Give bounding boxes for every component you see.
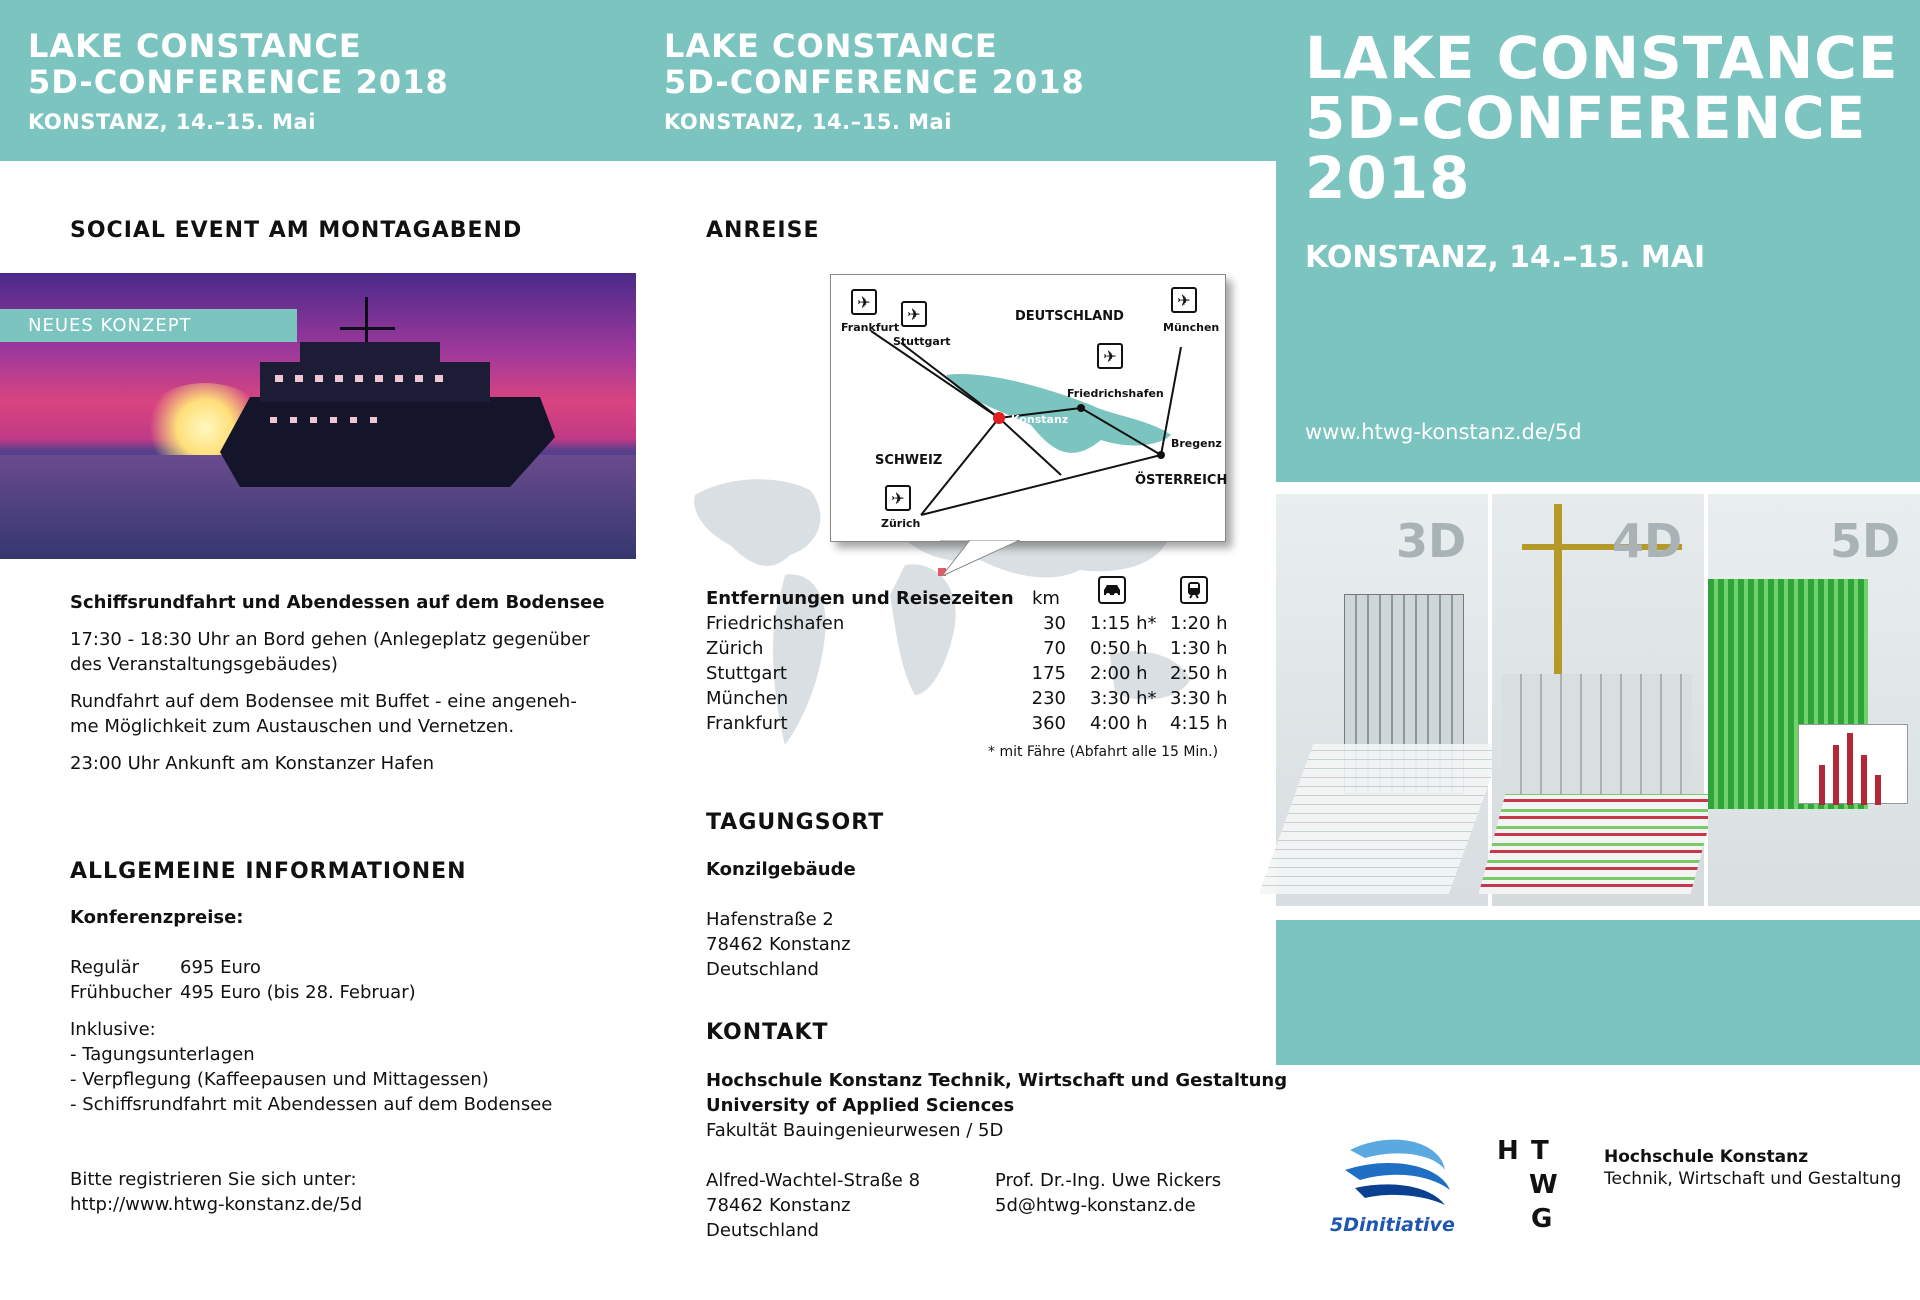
km-header: km bbox=[1032, 588, 1060, 609]
cover-bottom-band bbox=[1276, 920, 1920, 1065]
distance-table bbox=[706, 586, 1226, 766]
row-train: 3:30 h bbox=[1170, 688, 1228, 709]
row-car: 1:15 h* bbox=[1090, 613, 1157, 634]
callout-pointer-icon bbox=[940, 540, 1020, 580]
contact-email[interactable]: 5d@htwg-konstanz.de bbox=[995, 1195, 1196, 1216]
row-train: 1:20 h bbox=[1170, 613, 1228, 634]
row-city: Zürich bbox=[706, 638, 764, 659]
plan-sheet bbox=[1259, 744, 1504, 894]
map-label-konstanz: Konstanz bbox=[1011, 413, 1069, 426]
panel-label-4d: 4D bbox=[1612, 514, 1683, 568]
info-text bbox=[70, 905, 630, 1217]
row-train: 2:50 h bbox=[1170, 663, 1228, 684]
contact-street: Alfred-Wachtel-Straße 8 bbox=[706, 1170, 921, 1191]
social-p1-line2: des Veranstaltungsgebäudes) bbox=[70, 654, 338, 675]
social-p3: 23:00 Uhr Ankunft am Konstanzer Hafen bbox=[70, 753, 435, 774]
contact-faculty: Fakultät Bauingenieurwesen / 5D bbox=[706, 1120, 1004, 1141]
airplane-icon: ✈ bbox=[1171, 287, 1197, 313]
school-name-line2: Technik, Wirtschaft und Gestaltung bbox=[1604, 1169, 1902, 1189]
register-link[interactable]: http://www.htwg-konstanz.de/5d bbox=[70, 1194, 363, 1215]
chart-5d bbox=[1798, 724, 1908, 804]
venue-name: Konzilgebäude bbox=[706, 859, 856, 880]
htwg-logo bbox=[1495, 1136, 1585, 1236]
regular-price: 695 Euro bbox=[180, 957, 261, 978]
social-heading: SOCIAL EVENT AM MONTAGABEND bbox=[70, 218, 523, 243]
bar bbox=[1833, 745, 1839, 805]
anreise-heading: ANREISE bbox=[706, 218, 820, 243]
contact-country: Deutschland bbox=[706, 1220, 819, 1241]
train-glyph-icon bbox=[1187, 581, 1201, 599]
contact-person-block bbox=[995, 1168, 1221, 1218]
row-city: Frankfurt bbox=[706, 713, 788, 734]
table-row bbox=[706, 663, 1226, 688]
venue-country: Deutschland bbox=[706, 959, 819, 980]
school-name bbox=[1604, 1146, 1901, 1190]
neues-konzept-label: NEUES KONZEPT bbox=[28, 315, 192, 336]
car-icon bbox=[1098, 576, 1126, 604]
map-label-frankfurt: Frankfurt bbox=[841, 321, 900, 334]
register-line1: Bitte registrieren Sie sich unter: bbox=[70, 1169, 357, 1190]
row-city: Friedrichshafen bbox=[706, 613, 845, 634]
map-label-deutschland: DEUTSCHLAND bbox=[1015, 309, 1124, 324]
contact-city: 78462 Konstanz bbox=[706, 1195, 851, 1216]
early-price: 495 Euro (bis 28. Februar) bbox=[180, 982, 416, 1003]
incl-item: - Verpflegung (Kaffeepausen und Mittagessen) bbox=[70, 1069, 489, 1090]
contact-org-line2: University of Applied Sciences bbox=[706, 1095, 1015, 1116]
cover-title-line2: 5D-CONFERENCE bbox=[1305, 84, 1867, 152]
contact-address bbox=[706, 1168, 920, 1243]
airplane-icon: ✈ bbox=[851, 289, 877, 315]
header-title-line2: 5D-CONFERENCE 2018 bbox=[28, 63, 449, 101]
cover-title-line3: 2018 bbox=[1305, 144, 1471, 212]
incl-heading: Inklusive: bbox=[70, 1019, 156, 1040]
row-km: 175 bbox=[1031, 663, 1066, 684]
distance-heading: Entfernungen und Reisezeiten bbox=[706, 588, 1014, 609]
htwg-letter-t: T bbox=[1531, 1136, 1549, 1166]
row-car: 3:30 h* bbox=[1090, 688, 1157, 709]
bar bbox=[1861, 755, 1867, 805]
cover-title-line1: LAKE CONSTANCE bbox=[1305, 24, 1899, 92]
cover-image-panels bbox=[1276, 494, 1920, 906]
cover-title bbox=[1305, 24, 1899, 212]
map-label-zuerich: Zürich bbox=[881, 517, 921, 530]
social-p1-line1: 17:30 - 18:30 Uhr an Bord gehen (Anlegeplatz gegenüber bbox=[70, 629, 590, 650]
contact-text bbox=[706, 1068, 1288, 1143]
contact-org-line1: Hochschule Konstanz Technik, Wirtschaft und Gestaltung bbox=[706, 1070, 1288, 1091]
htwg-letter-g: G bbox=[1531, 1204, 1553, 1234]
row-km: 30 bbox=[1043, 613, 1066, 634]
table-footnote: * mit Fähre (Abfahrt alle 15 Min.) bbox=[988, 744, 1219, 760]
map-label-schweiz: SCHWEIZ bbox=[875, 453, 943, 468]
header-title-line1: LAKE CONSTANCE bbox=[28, 27, 362, 65]
map-label-oesterreich: ÖSTERREICH bbox=[1135, 473, 1228, 488]
airplane-icon: ✈ bbox=[885, 485, 911, 511]
header-title-line1: LAKE CONSTANCE bbox=[664, 27, 998, 65]
boat-photo bbox=[0, 273, 636, 559]
panel-label-3d: 3D bbox=[1396, 514, 1467, 568]
social-p2-line1: Rundfahrt auf dem Bodensee mit Buffet - eine angeneh- bbox=[70, 691, 577, 712]
row-train: 4:15 h bbox=[1170, 713, 1228, 734]
airplane-icon: ✈ bbox=[901, 301, 927, 327]
map-label-bregenz: Bregenz bbox=[1171, 437, 1222, 450]
distance-table-header bbox=[706, 588, 1226, 613]
panel-label-5d: 5D bbox=[1830, 514, 1901, 568]
train-icon bbox=[1180, 576, 1208, 604]
header-middle bbox=[664, 28, 1085, 134]
row-car: 2:00 h bbox=[1090, 663, 1148, 684]
school-name-line1: Hochschule Konstanz bbox=[1604, 1147, 1809, 1167]
car-glyph-icon bbox=[1102, 583, 1122, 597]
neues-konzept-badge bbox=[0, 309, 297, 342]
social-subheading: Schiffsrundfahrt und Abendessen auf dem Bodensee bbox=[70, 592, 605, 613]
contact-person: Prof. Dr.-Ing. Uwe Rickers bbox=[995, 1170, 1222, 1191]
header-subtitle: KONSTANZ, 14.–15. Mai bbox=[28, 110, 316, 134]
venue-city: 78462 Konstanz bbox=[706, 934, 851, 955]
structure-4d bbox=[1502, 674, 1692, 804]
social-text bbox=[70, 590, 630, 776]
price-early bbox=[70, 980, 630, 1005]
initiative-swoosh-icon bbox=[1330, 1130, 1480, 1210]
contact-heading: KONTAKT bbox=[706, 1020, 829, 1045]
header-subtitle: KONSTANZ, 14.–15. Mai bbox=[664, 110, 952, 134]
map-label-muenchen: München bbox=[1163, 321, 1220, 334]
prices-heading: Konferenzpreise: bbox=[70, 907, 244, 928]
htwg-letter-h: H bbox=[1497, 1136, 1519, 1166]
row-km: 230 bbox=[1031, 688, 1066, 709]
map-label-stuttgart: Stuttgart bbox=[893, 335, 951, 348]
header-title-line2: 5D-CONFERENCE 2018 bbox=[664, 63, 1085, 101]
row-train: 1:30 h bbox=[1170, 638, 1228, 659]
row-km: 360 bbox=[1031, 713, 1066, 734]
row-city: Stuttgart bbox=[706, 663, 787, 684]
info-heading: ALLGEMEINE INFORMATIONEN bbox=[70, 859, 467, 884]
htwg-letter-w: W bbox=[1529, 1170, 1558, 1200]
initiative-logo-text: 5Dinitiative bbox=[1330, 1214, 1455, 1236]
venue-text bbox=[706, 857, 856, 982]
table-row bbox=[706, 713, 1226, 738]
cover-subtitle: KONSTANZ, 14.–15. MAI bbox=[1305, 240, 1706, 275]
regular-label: Regulär bbox=[70, 957, 140, 978]
panel-5d bbox=[1708, 494, 1920, 906]
early-label: Frühbucher bbox=[70, 982, 172, 1003]
social-p2-line2: me Möglichkeit zum Austauschen und Vernetzen. bbox=[70, 716, 515, 737]
row-car: 4:00 h bbox=[1090, 713, 1148, 734]
region-map bbox=[830, 274, 1226, 542]
bar bbox=[1875, 775, 1881, 805]
table-row bbox=[706, 613, 1226, 638]
row-km: 70 bbox=[1043, 638, 1066, 659]
incl-item: - Schiffsrundfahrt mit Abendessen auf dem Bodensee bbox=[70, 1094, 553, 1115]
initiative-logo bbox=[1330, 1130, 1480, 1240]
header-left bbox=[28, 28, 449, 134]
price-regular bbox=[70, 955, 630, 980]
gantt-4d bbox=[1479, 794, 1718, 894]
row-city: München bbox=[706, 688, 789, 709]
bar bbox=[1847, 733, 1853, 805]
venue-street: Hafenstraße 2 bbox=[706, 909, 834, 930]
row-car: 0:50 h bbox=[1090, 638, 1148, 659]
table-row bbox=[706, 688, 1226, 713]
venue-heading: TAGUNGSORT bbox=[706, 810, 885, 835]
table-row bbox=[706, 638, 1226, 663]
airplane-icon: ✈ bbox=[1097, 343, 1123, 369]
incl-item: - Tagungsunterlagen bbox=[70, 1044, 255, 1065]
cover-url[interactable]: www.htwg-konstanz.de/5d bbox=[1305, 420, 1582, 444]
panel-4d bbox=[1492, 494, 1704, 906]
panel-3d bbox=[1276, 494, 1488, 906]
map-label-friedrichshafen: Friedrichshafen bbox=[1067, 387, 1164, 400]
bar bbox=[1819, 765, 1825, 805]
